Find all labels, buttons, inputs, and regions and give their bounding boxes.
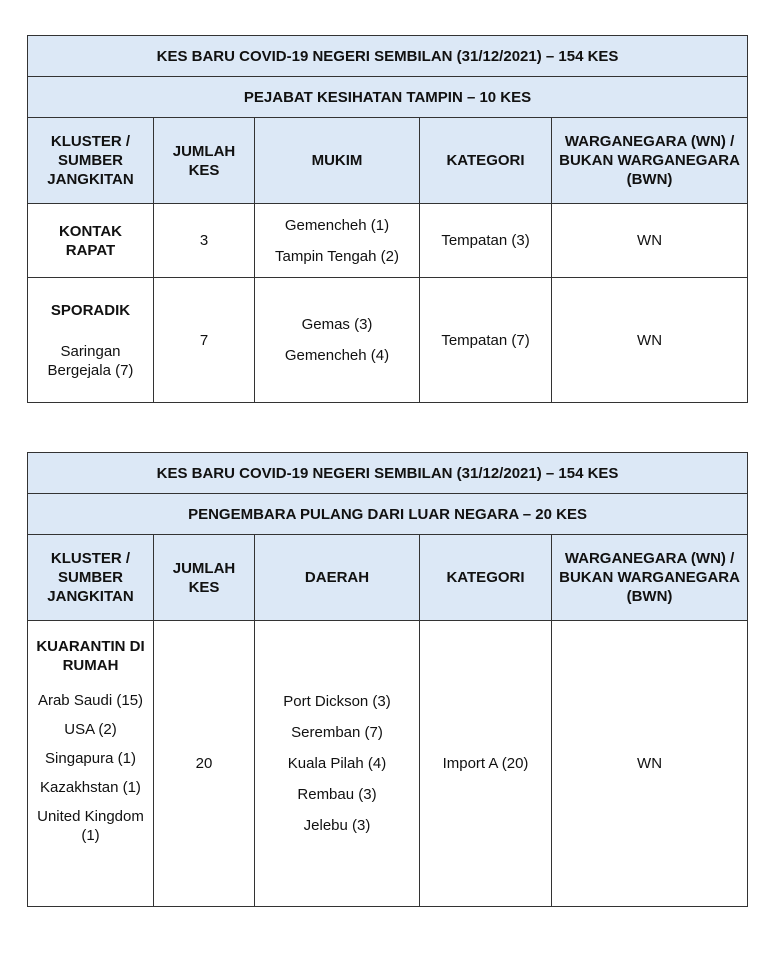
district-item: Kuala Pilah (4) — [287, 755, 387, 772]
cluster-cell — [28, 621, 154, 907]
cluster-cell — [28, 278, 154, 403]
table-travellers — [27, 452, 748, 907]
places-cell — [255, 278, 420, 403]
table-tampin — [27, 35, 748, 403]
districts-cell — [255, 621, 420, 907]
header-daerah: DAERAH — [255, 535, 420, 621]
header-cluster: KLUSTER / SUMBER JANGKITAN — [28, 535, 154, 621]
header-count: JUMLAH KES — [154, 535, 255, 621]
country-item: Arab Saudi (15) — [37, 692, 144, 709]
country-item: United Kingdom (1) — [37, 808, 144, 844]
citizenship-cell: WN — [552, 621, 748, 907]
cluster-title: KUARANTIN DI RUMAH — [36, 638, 145, 674]
cluster-detail: Saringan Bergejala (7) — [47, 342, 134, 379]
table-subtitle: PENGEMBARA PULANG DARI LUAR NEGARA – 20 KES — [28, 494, 748, 535]
header-mukim: MUKIM — [255, 118, 420, 204]
table-row — [28, 204, 748, 278]
table-row — [28, 621, 748, 907]
table-title: KES BARU COVID-19 NEGERI SEMBILAN (31/12/2021) – 154 KES — [28, 36, 748, 77]
place-item: Gemencheh (4) — [284, 347, 390, 364]
citizenship-cell: WN — [552, 278, 748, 403]
district-item: Seremban (7) — [291, 724, 383, 741]
district-item: Port Dickson (3) — [283, 693, 391, 710]
places-cell — [255, 204, 420, 278]
header-cluster: KLUSTER / SUMBER JANGKITAN — [28, 118, 154, 204]
cluster-title: KONTAK RAPAT — [58, 222, 123, 259]
place-item: Gemencheh (1) — [284, 216, 390, 234]
header-citizenship: WARGANEGARA (WN) / BUKAN WARGANEGARA (BWN) — [552, 118, 748, 204]
country-item: Kazakhstan (1) — [40, 779, 141, 796]
table-row — [28, 278, 748, 403]
country-item: USA (2) — [64, 721, 117, 738]
place-item: Gemas (3) — [301, 316, 373, 333]
count-cell: 7 — [154, 278, 255, 403]
district-item: Rembau (3) — [297, 786, 377, 803]
district-item: Jelebu (3) — [303, 817, 371, 834]
table-subtitle: PEJABAT KESIHATAN TAMPIN – 10 KES — [28, 77, 748, 118]
category-cell: Tempatan (7) — [420, 278, 552, 403]
category-cell: Tempatan (3) — [420, 204, 552, 278]
header-category: KATEGORI — [420, 118, 552, 204]
country-item: Singapura (1) — [45, 750, 136, 767]
citizenship-cell: WN — [552, 204, 748, 278]
header-citizenship: WARGANEGARA (WN) / BUKAN WARGANEGARA (BWN) — [552, 535, 748, 621]
count-cell: 20 — [154, 621, 255, 907]
table-title: KES BARU COVID-19 NEGERI SEMBILAN (31/12/2021) – 154 KES — [28, 453, 748, 494]
cluster-title: SPORADIK — [50, 301, 131, 319]
count-cell: 3 — [154, 204, 255, 278]
category-cell: Import A (20) — [420, 621, 552, 907]
header-category: KATEGORI — [420, 535, 552, 621]
cluster-cell — [28, 204, 154, 278]
header-count: JUMLAH KES — [154, 118, 255, 204]
place-item: Tampin Tengah (2) — [275, 247, 399, 265]
